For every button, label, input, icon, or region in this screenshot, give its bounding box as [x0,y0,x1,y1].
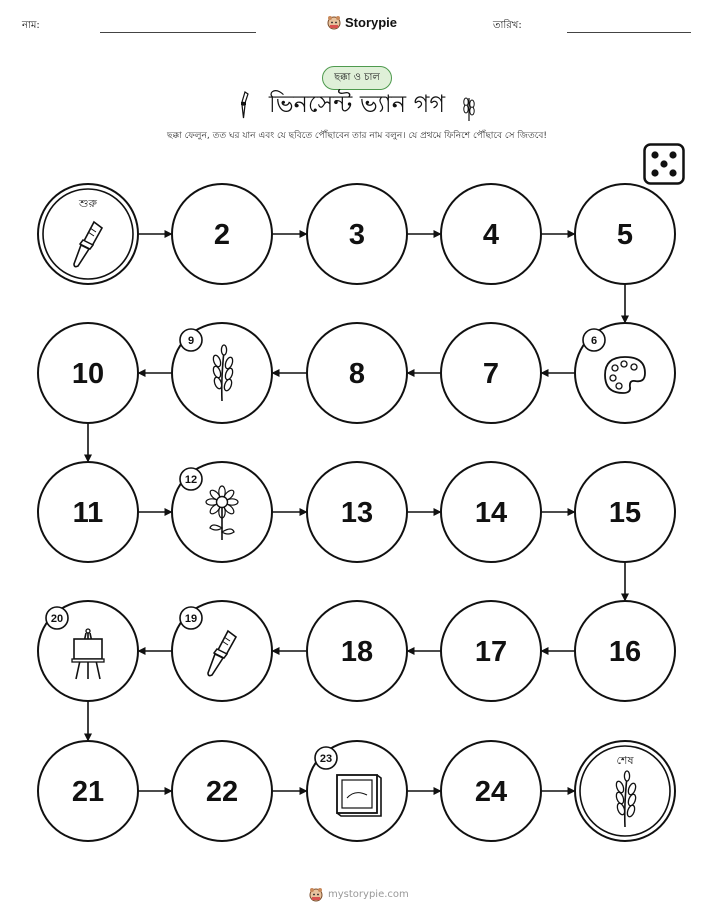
cell-number: 13 [340,497,374,529]
end-label: শেষ [616,754,634,767]
cell-number: 19 [184,613,198,625]
cell-number: 16 [608,636,642,668]
cell-number: 15 [608,497,642,529]
cell-number: 8 [348,358,366,390]
board-cell-3[interactable] [307,184,407,284]
cell-number: 4 [482,219,500,251]
board-cell-10[interactable] [38,323,138,423]
cell-number: 11 [72,497,104,529]
page-title: ভিনসেন্ট ভ্যান গগ [268,90,446,118]
board-cell-12[interactable] [172,462,272,562]
board-cells [38,184,675,841]
board-cell-1[interactable] [38,184,138,284]
board-cell-2[interactable] [172,184,272,284]
board-cell-20[interactable] [38,601,138,701]
board-cell-4[interactable] [441,184,541,284]
cell-number: 21 [71,776,105,808]
cell-number: 3 [348,219,366,251]
board-cell-17[interactable] [441,601,541,701]
board-cell-7[interactable] [441,323,541,423]
board-cell-16[interactable] [575,601,675,701]
cell-number: 9 [187,335,195,347]
instructions: ছক্কা ফেলুন, তত ঘর যান এবং যে ছবিতে পৌঁছাবেন তার নাম বলুন। যে প্রথমে ফিনিশে পৌঁছাবে সে জিতবে! [167,131,547,141]
cell-number: 20 [50,613,64,625]
cell-number: 10 [71,358,105,390]
footer-site[interactable]: mystorypie.com [328,888,409,900]
name-label: নাম: [22,20,40,31]
board-cell-8[interactable] [307,323,407,423]
board-cell-23[interactable] [307,741,407,841]
cell-number: 24 [474,776,508,808]
cell-number: 5 [616,219,634,251]
date-label: তারিখ: [493,20,522,31]
cell-number: 17 [474,636,508,668]
board-cell-19[interactable] [172,601,272,701]
cell-number: 12 [184,474,198,486]
footer [308,886,409,902]
board-cell-22[interactable] [172,741,272,841]
board-cell-9[interactable] [172,323,272,423]
cell-number: 22 [205,776,239,808]
board-cell-18[interactable] [307,601,407,701]
start-label: শুরু [79,197,97,210]
board-cell-5[interactable] [575,184,675,284]
cell-number: 23 [319,753,333,765]
brand-name: Storypie [345,14,398,30]
cell-number: 6 [590,335,598,347]
board-cell-21[interactable] [38,741,138,841]
cell-number: 2 [213,219,231,251]
board-cell-24[interactable] [441,741,541,841]
board-cell-15[interactable] [575,462,675,562]
cell-number: 14 [474,497,508,529]
cell-number: 18 [340,636,374,668]
cell-number: 7 [482,358,500,390]
board-cell-14[interactable] [441,462,541,562]
board-cell-6[interactable] [575,323,675,423]
board-cell-25[interactable] [575,741,675,841]
board-cell-11[interactable] [38,462,138,562]
canvas-frame-icon [337,775,381,816]
board-cell-13[interactable] [307,462,407,562]
game-type-badge: ছক্কা ও চাল [322,66,392,90]
storypie-mascot-icon [308,886,324,902]
